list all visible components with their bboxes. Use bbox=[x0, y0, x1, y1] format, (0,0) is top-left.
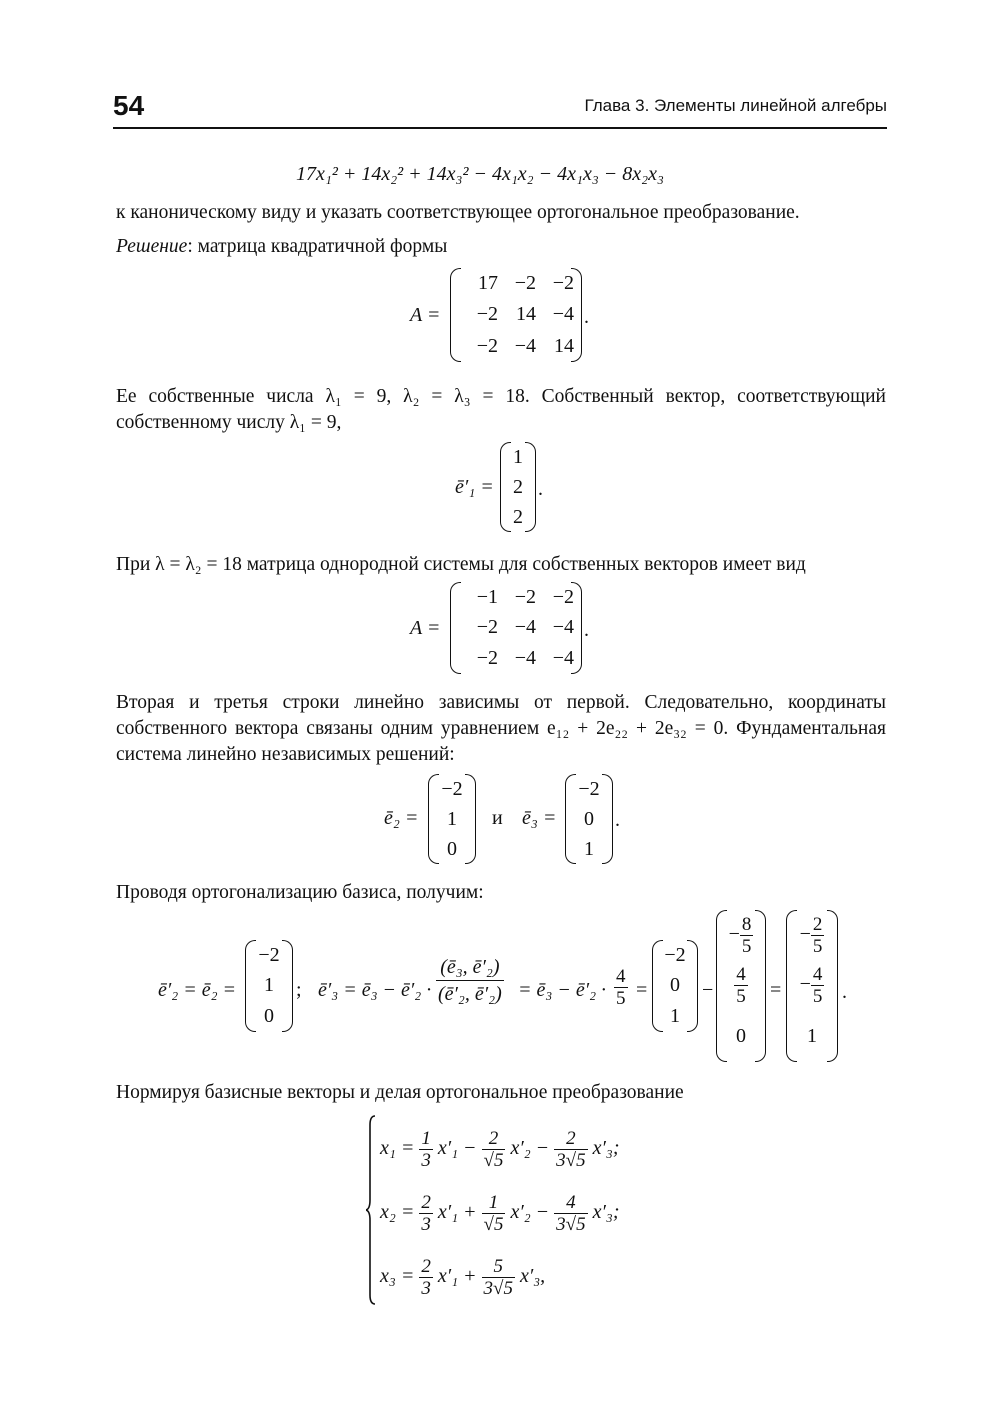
matrix-cell: −2 bbox=[514, 585, 536, 608]
vector-cell: − $\frac{2}{5}$ bbox=[799, 913, 823, 957]
orth-vector-e2 bbox=[245, 940, 293, 1032]
vector-cell: −2 bbox=[258, 943, 280, 966]
orth-fraction-4-5 bbox=[614, 966, 628, 1009]
matrix-cell: −4 bbox=[552, 616, 574, 639]
matrix-cell: −2 bbox=[476, 616, 498, 639]
system-row-3: x₃ = $\frac{2}{3}$ x′₁ + $\frac{5}{3√5}$ x′₃, bbox=[380, 1256, 546, 1299]
vector-cell: − $\frac{4}{5}$ bbox=[799, 964, 823, 1008]
matrix-cell: −2 bbox=[514, 272, 536, 295]
vector-cell: 1 bbox=[513, 445, 523, 468]
vector-cell: −2 bbox=[441, 777, 463, 800]
header-rule bbox=[113, 127, 887, 129]
orth-separator: ; bbox=[296, 979, 302, 1001]
paragraph-canonical: к каноническому виду и указать соответствующее ортогональное преобразование. bbox=[116, 202, 800, 223]
matrix-a1-lhs: A = bbox=[410, 304, 441, 326]
solution-text: : матрица квадратичной формы bbox=[187, 236, 448, 257]
orth-lhs: ē′₂ = ē₂ = bbox=[158, 979, 237, 1001]
vector-cell: −2 bbox=[664, 943, 686, 966]
vector-e3-lhs: ē₃ = bbox=[522, 807, 557, 829]
matrix-cell: −4 bbox=[552, 303, 574, 326]
solution-label: Решение bbox=[116, 236, 188, 257]
paragraph-normalization: Нормируя базисные векторы и делая ортогональное преобразование bbox=[116, 1082, 684, 1103]
vector-cell: −2 bbox=[578, 777, 600, 800]
vector-cell: 0 bbox=[584, 807, 594, 830]
vector-cell: 2 bbox=[513, 505, 523, 528]
orth-tail: . bbox=[842, 981, 847, 1003]
vector-e1 bbox=[500, 442, 536, 532]
paragraph-eigenvalues: Ее собственные числа λ₁ = 9, λ₂ = λ₃ = 18. Собственный вектор, соответствующий собственному числу λ₁ = 9, bbox=[116, 386, 886, 433]
conjunction: и bbox=[492, 807, 503, 829]
orth-projection-fraction bbox=[436, 954, 504, 1007]
fraction-denominator: (ē′₂, ē′₂) bbox=[438, 983, 502, 1005]
vector-cell: 1 bbox=[807, 1025, 817, 1048]
matrix-a1 bbox=[450, 268, 582, 362]
fraction-numerator: 4 bbox=[616, 966, 626, 987]
matrix-cell: −2 bbox=[476, 334, 498, 357]
matrix-cell: 17 bbox=[478, 272, 498, 295]
matrix-cell: −4 bbox=[552, 647, 574, 670]
vectors-tail: . bbox=[615, 809, 620, 831]
vector-cell: 0 bbox=[670, 974, 680, 997]
matrix-a2 bbox=[450, 582, 582, 674]
orth-equals-2: = bbox=[770, 979, 782, 1001]
orth-vector-fractions-1 bbox=[716, 910, 766, 1062]
matrix-cell: 14 bbox=[554, 334, 574, 357]
matrix-cell: −2 bbox=[476, 647, 498, 670]
vector-e2 bbox=[428, 774, 476, 864]
matrix-cell: −1 bbox=[476, 585, 498, 608]
orth-minus: − bbox=[702, 979, 714, 1001]
matrix-cell: −4 bbox=[514, 647, 536, 670]
vector-cell: 1 bbox=[447, 807, 457, 830]
vector-cell: $\frac{4}{5}$ bbox=[736, 964, 746, 1008]
system-row-2: x₂ = $\frac{2}{3}$ x′₁ + $\frac{1}{√5}$ x′₂ − $\frac{4}{3√5}$ x′₃; bbox=[380, 1192, 620, 1235]
matrix-a2-lhs: A = bbox=[410, 617, 441, 639]
orth-vector-fractions-2 bbox=[786, 910, 838, 1062]
vector-cell: − $\frac{8}{5}$ bbox=[728, 913, 752, 957]
fraction-numerator: (ē₃, ē′₂) bbox=[436, 954, 504, 981]
vector-cell: 0 bbox=[736, 1025, 746, 1048]
running-title: Глава 3. Элементы линейной алгебры bbox=[584, 96, 887, 115]
matrix-cell: 14 bbox=[516, 303, 536, 326]
vector-e3 bbox=[565, 774, 613, 864]
vector-e2-lhs: ē₂ = bbox=[384, 807, 419, 829]
orth-vector-e3 bbox=[652, 940, 698, 1032]
vector-e1-lhs: ē′₁ = bbox=[455, 476, 494, 498]
fraction-denominator: 5 bbox=[616, 988, 626, 1009]
quadratic-form: 17x₁² + 14x₂² + 14x₃² − 4x₁x₂ − 4x₁x₃ − 8x₂x₃ bbox=[296, 163, 664, 185]
system-row-1: x₁ = $\frac{1}{3}$ x′₁ − $\frac{2}{√5}$ x′₂ − $\frac{2}{3√5}$ x′₃; bbox=[380, 1128, 620, 1171]
matrix-a1-tail: . bbox=[584, 306, 589, 328]
paragraph-dependence: Вторая и третья строки линейно зависимы от первой. Следовательно, координаты собственного вектора связаны одним уравнением e₁₂ + 2e₂₂ + 2e₃₂ = 0. Фундаментальная система линейно независимых решений: bbox=[116, 692, 886, 765]
page-number: 54 bbox=[113, 90, 145, 121]
vector-cell: 2 bbox=[513, 475, 523, 498]
paragraph-orthogonalization: Проводя ортогонализацию базиса, получим: bbox=[116, 882, 484, 903]
vector-cell: 1 bbox=[670, 1005, 680, 1028]
vector-cell: 0 bbox=[447, 837, 457, 860]
matrix-a2-tail: . bbox=[584, 619, 589, 641]
matrix-cell: −2 bbox=[552, 272, 574, 295]
vector-e1-tail: . bbox=[538, 478, 543, 500]
orth-mid: = ē₃ − ē′₂ · bbox=[518, 979, 607, 1001]
matrix-cell: −4 bbox=[514, 334, 536, 357]
orth-equals: = bbox=[636, 979, 648, 1001]
left-brace bbox=[366, 1115, 376, 1305]
vector-cell: 1 bbox=[584, 837, 594, 860]
paragraph-lambda2: При λ = λ₂ = 18 матрица однородной системы для собственных векторов имеет вид bbox=[116, 554, 806, 575]
vector-cell: 1 bbox=[264, 974, 274, 997]
orth-e3p-lhs: ē′₃ = ē₃ − ē′₂ · bbox=[318, 979, 432, 1001]
vector-cell: 0 bbox=[264, 1005, 274, 1028]
matrix-cell: −2 bbox=[552, 585, 574, 608]
matrix-cell: −4 bbox=[514, 616, 536, 639]
paragraph-solution bbox=[116, 234, 886, 260]
matrix-cell: −2 bbox=[476, 303, 498, 326]
